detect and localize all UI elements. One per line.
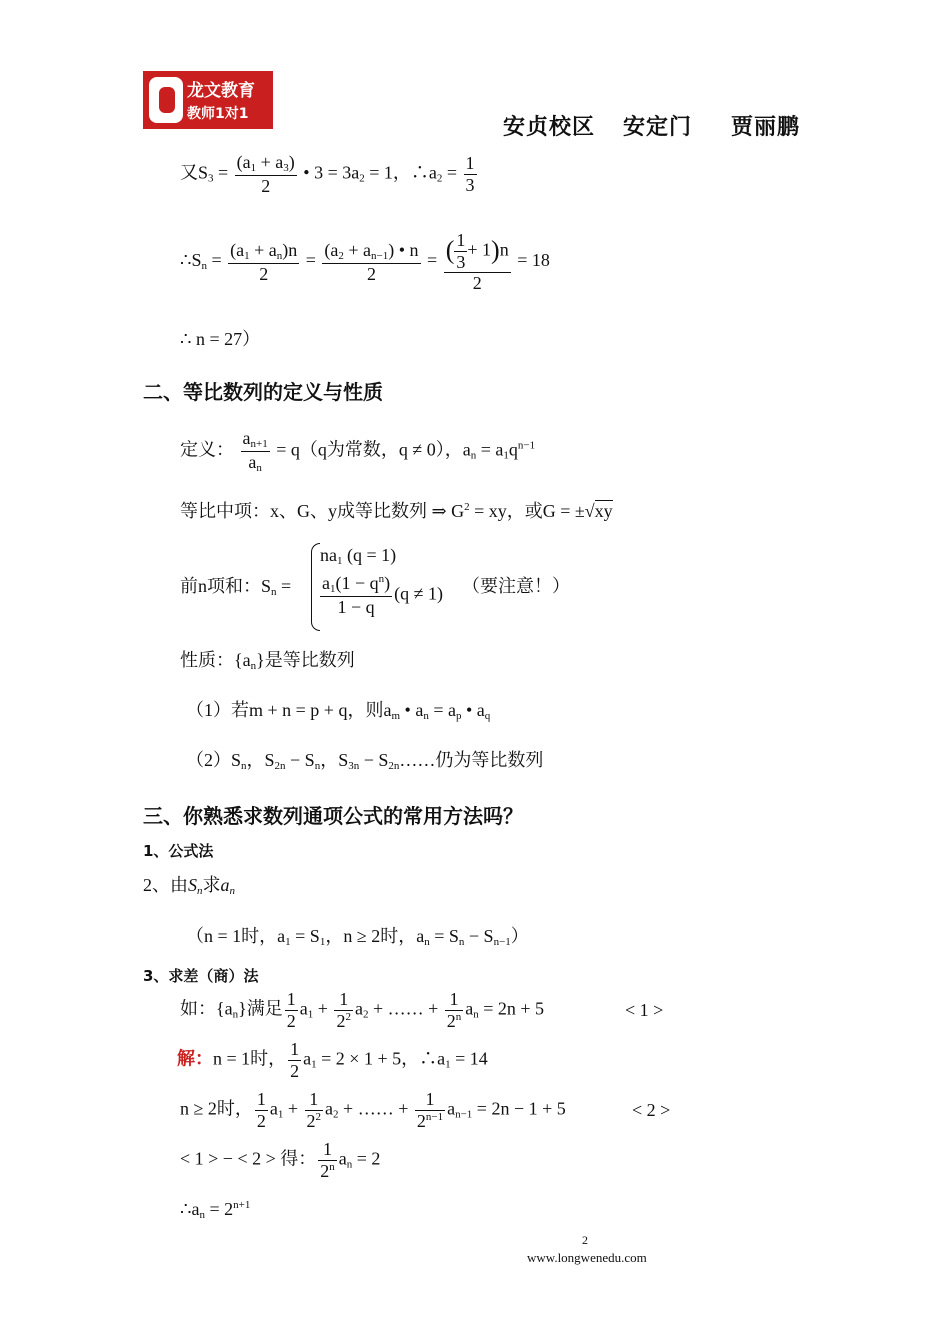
- method-3: 3、求差（商）法: [143, 967, 259, 985]
- sum-label: 前n项和：: [180, 576, 261, 596]
- method-1: 1、公式法: [143, 842, 214, 860]
- sol1-b: = 2 × 1 + 5，: [321, 1048, 420, 1069]
- def-paren: （q为常数，q ≠ 0），: [299, 439, 463, 460]
- sol2-end: = 2n − 1 + 5: [476, 1098, 566, 1119]
- final-result: $\therefore a_n = 2^{n+1}$: [180, 1199, 251, 1221]
- sol1-a: n = 1时，: [213, 1048, 287, 1069]
- formula-definition: 定义： $\frac{a_{n+1}}{a_n}$ = q（q为常数，q ≠ 0），$a_n = a_1q^{n-1}$: [180, 428, 536, 474]
- method-2-condition: （n = 1时，$a_1 = S_1$，n ≥ 2时，$a_n = S_n - S_{n-1}$）: [186, 926, 529, 948]
- tag-2: < 2 >: [632, 1100, 671, 1120]
- example-equation: 如：$\{a_n\}$满足 $\frac{1}{2}$ $a_1$ + $\frac{1}{2^2}$ $a_2$ + …… + $\frac{1}{2^n}$ $a_n = 2n + 5$: [180, 989, 545, 1031]
- formula-geometric-mean: 等比中项：x、G、y成等比数列 ⇒ $G^2$ = xy，或G = ±√xy: [180, 501, 613, 521]
- logo-subtitle: 教师1对1: [187, 106, 249, 122]
- p2-suffix: ……仍为等比数列: [399, 750, 544, 770]
- property-intro: 性质：$\{a_n\}$是等比数列: [180, 650, 355, 672]
- sol2-a: n ≥ 2时，: [180, 1098, 253, 1119]
- property-2: $(2)S_n$，$S_{2n} - S_n$，$S_{3n}$ − $S_{2n}\dots\dots$仍为等比数列: [186, 750, 544, 772]
- solution-line-2: n ≥ 2时， $\frac{1}{2}$ $a_1$ + $\frac{1}{2^2}$ $a_2$ + …… + $\frac{1}{2^{n-1}}$ $a_{n-1} = 2n - 1 + 5$: [180, 1089, 566, 1131]
- diff-a: < 1 > − < 2 > 得：: [180, 1148, 317, 1169]
- formula-s3: 又$S_3$ = $\frac{(a_1 + a_3)}{2}$ • $3 = 3a_2 = 1$，$\therefore a_2$ = $\frac{1}{3}$: [180, 152, 475, 196]
- ex-mid: 满足: [246, 998, 283, 1019]
- logo-title: 龙文教育: [187, 81, 255, 101]
- campus-name: 安贞校区: [503, 115, 596, 140]
- m2-cond-end: ）: [510, 926, 529, 946]
- teacher-name: 贾丽鹏: [731, 115, 801, 140]
- section-heading-methods: 三、你熟悉求数列通项公式的常用方法吗？: [143, 804, 523, 828]
- section-heading-geometric: 二、等比数列的定义与性质: [143, 380, 383, 404]
- sum-case-2: $\frac{a_1(1 - q^n)}{1 - q}$ (q ≠ 1): [322, 573, 444, 617]
- tag-1: < 1 >: [625, 1000, 664, 1020]
- solution-line-1: 解：n = 1时， $\frac{1}{2}$ $a_1 = 2 \times 1 + 5$，$\therefore a_1 = 14$: [177, 1039, 488, 1081]
- sum-note: （要注意！）: [462, 576, 570, 596]
- solution-label: 解：: [177, 1048, 213, 1070]
- prop-label: 性质：: [180, 650, 234, 670]
- sum-label-line: 前n项和：$S_n$ =: [180, 576, 292, 598]
- def-label: 定义：: [180, 439, 234, 460]
- final-therefore: ∴: [180, 1199, 192, 1219]
- company-logo: [143, 71, 273, 129]
- property-1: （1）若m + n = p + q，则$a_m$ • $a_n = a_p$ • $a_q$: [186, 700, 491, 722]
- diff-b: = 2: [356, 1148, 381, 1169]
- m2-cond-b: ，n ≥ 2时，: [325, 926, 417, 946]
- mid-label: 等比中项：: [180, 501, 270, 521]
- p2-prefix: （2）: [186, 750, 231, 770]
- p1-then: ，则: [347, 700, 384, 720]
- method-2: 2、由$S_n$求$a_n$: [143, 875, 235, 897]
- prop-text: 是等比数列: [264, 650, 355, 670]
- m2-prefix: 2、由: [143, 875, 188, 895]
- sum-case-1: $na_1$ (q = 1): [320, 545, 397, 567]
- formula-sn: $\therefore S_n$ = $\frac{(a_1 + a_n)n}{2}$ = $\frac{(a_2 + a_{n-1}) • n}{2}$ = ( $\frac{1}{3}$ + 1)n 2 = 18: [180, 230, 550, 294]
- text-you: 又: [180, 162, 198, 183]
- mid-or: ，或: [506, 501, 543, 521]
- footer-url[interactable]: www.longwenedu.com: [527, 1250, 647, 1265]
- formula-n27: ∴ n = 27）: [180, 329, 261, 349]
- mid-text: x、G、y成等比数列: [270, 501, 427, 521]
- difference-line: < 1 > − < 2 > 得： $\frac{1}{2^n}$ $a_n = 2$: [180, 1139, 381, 1181]
- page-number: 2: [582, 1233, 588, 1247]
- m2-cond-a: （n = 1时，: [186, 926, 278, 946]
- m2-mid: 求: [202, 875, 221, 895]
- p1-prefix: （1）若: [186, 700, 249, 720]
- sol1-c: ∴: [419, 1048, 438, 1069]
- location-name: 安定门: [623, 115, 693, 140]
- ex-prefix: 如：: [180, 998, 216, 1019]
- sol1-d: = 14: [455, 1048, 488, 1069]
